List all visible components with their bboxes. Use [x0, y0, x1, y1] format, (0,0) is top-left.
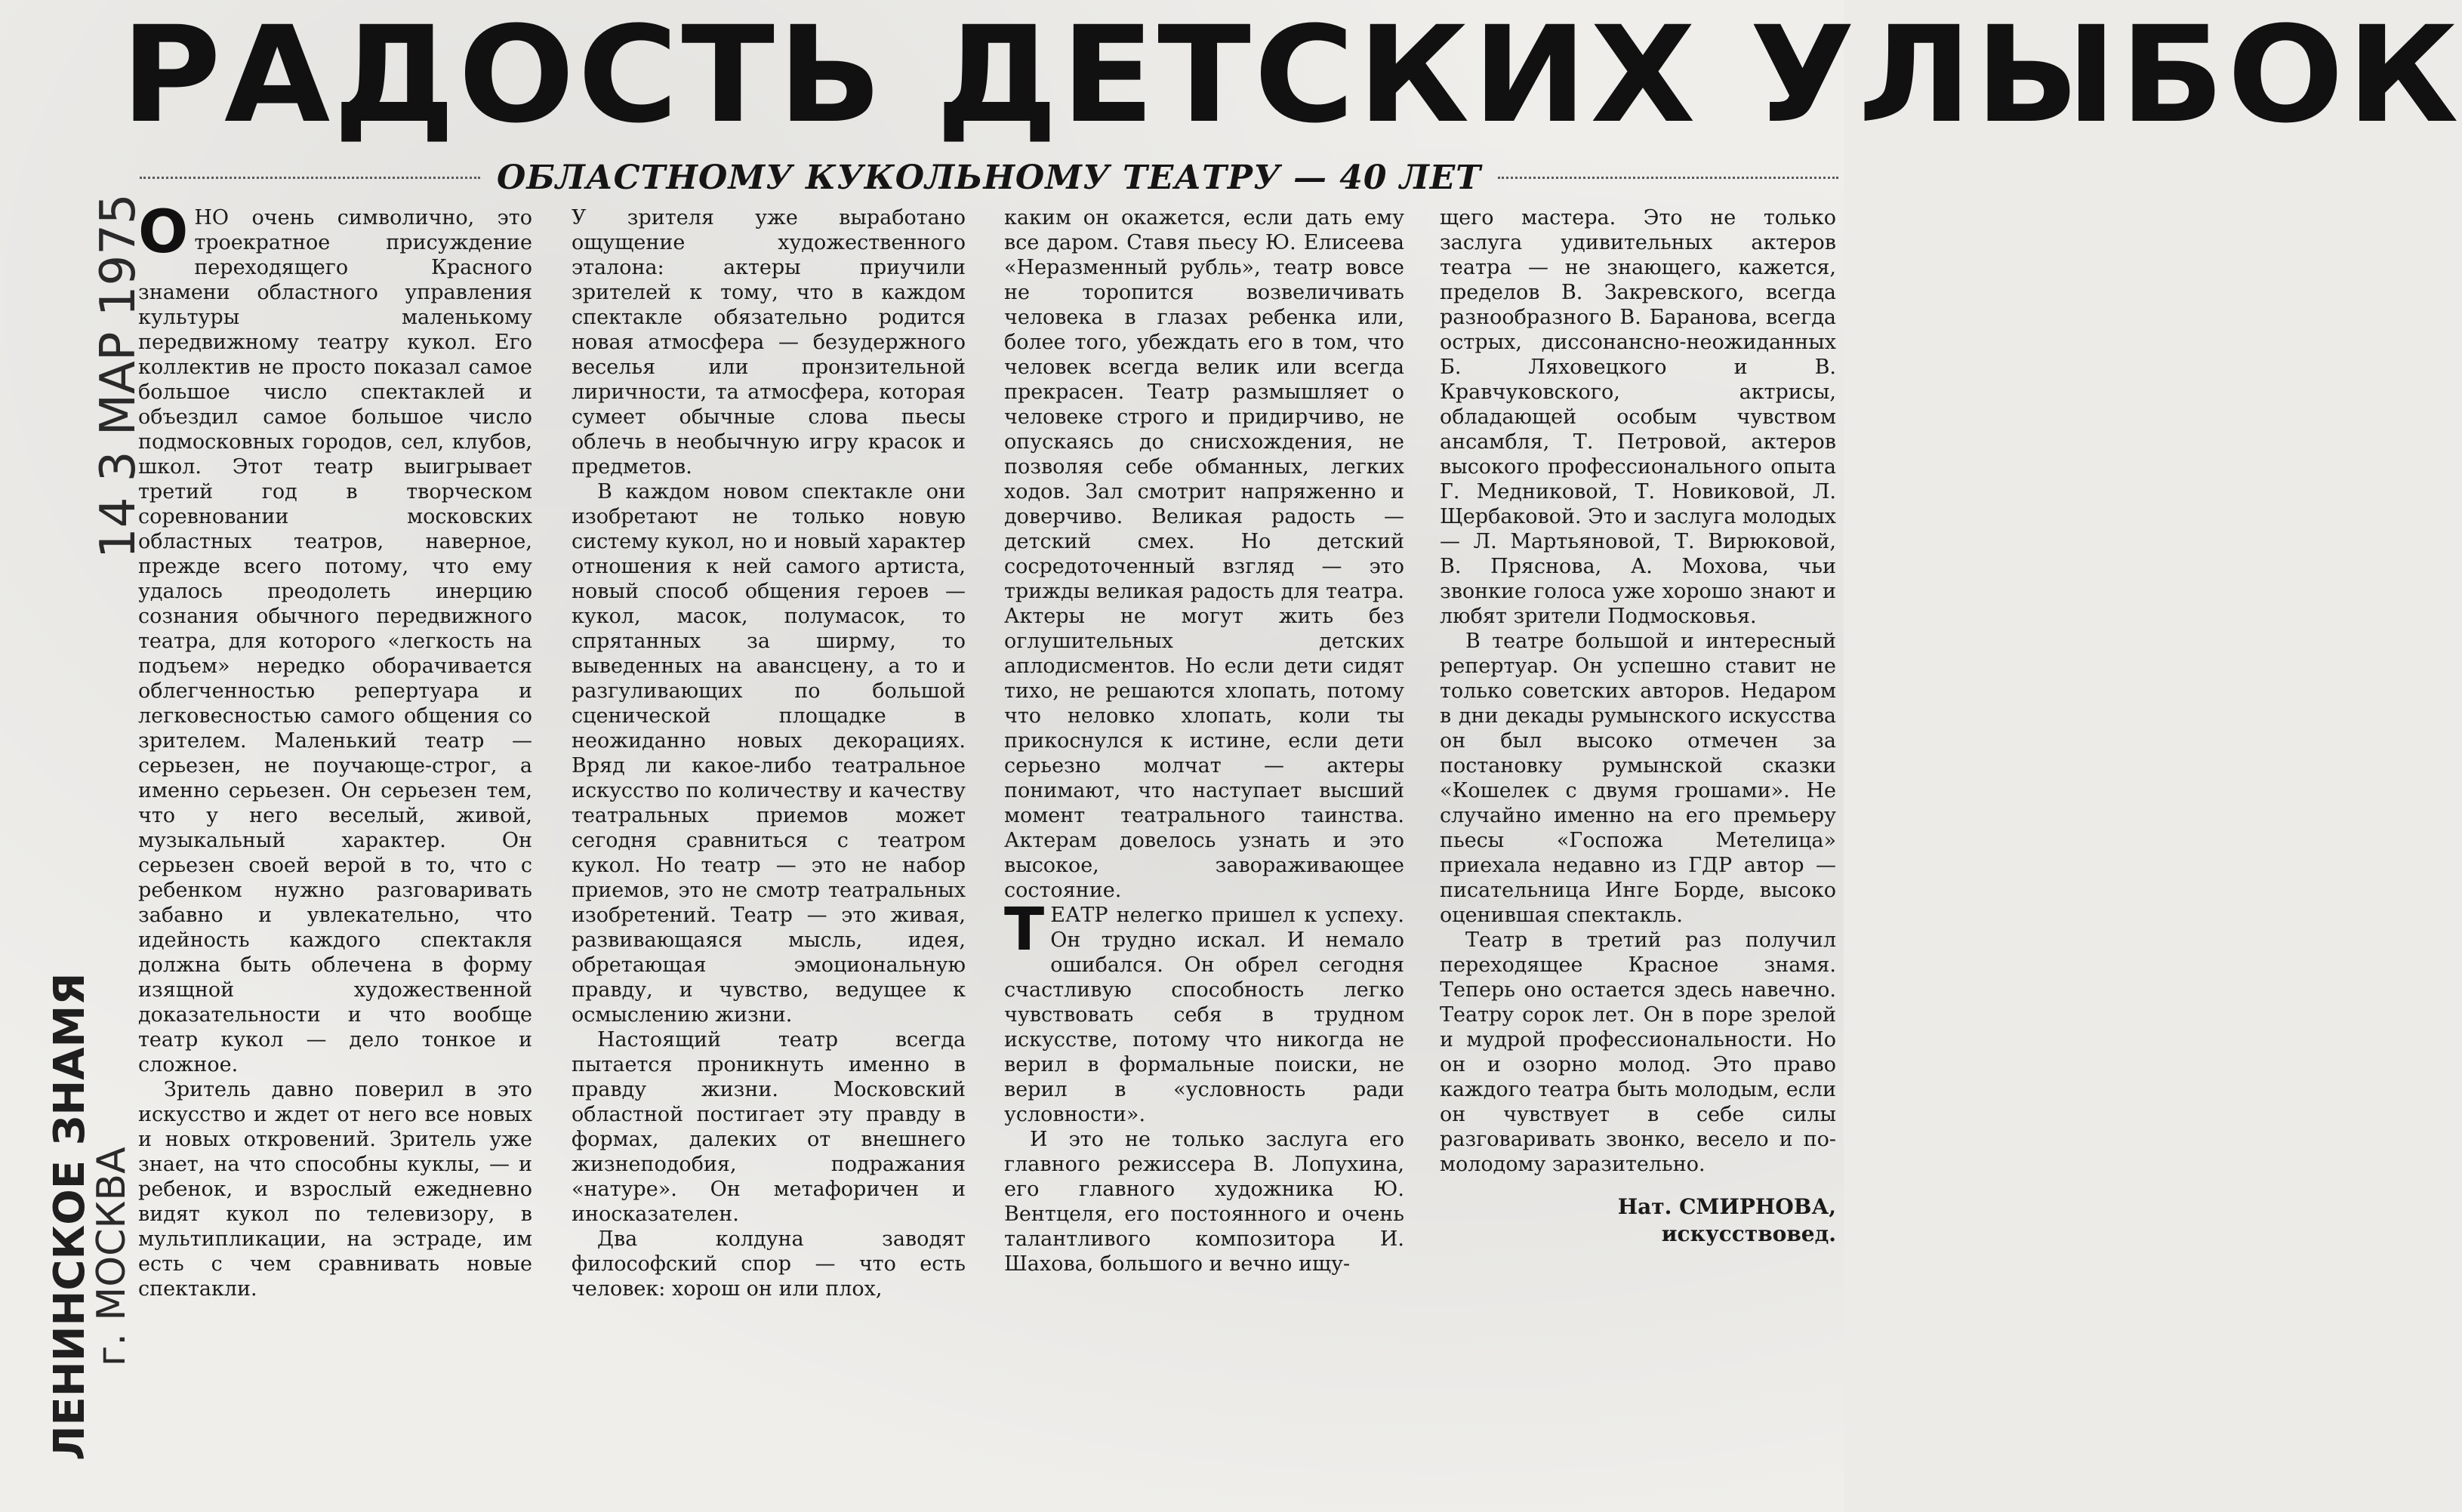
paragraph-text: ЕАТР нелегко пришел к успеху. Он трудно искал. И немало ошибался. Он обрел сегодня счастливую способность легко чувствовать себя в трудном искусстве, потому что никогда не верил в формальные поиски, не верил в «условность ради условности». — [1004, 904, 1404, 1126]
paragraph: В театре большой и интересный репертуар. Он успешно ставит не только советских авторов. Недаром в дни декады румынского искусства он был высоко отмечен за постановку румынской сказки «Кошелек с двумя грошами». Не случайно именно на его премьеру пьесы «Госпожа Метелица» приехала недавно из ГДР автор — писательница Инге Борде, высоко оценившая спектакль. — [1440, 630, 1836, 927]
paragraph — [1004, 896, 1404, 1127]
article-column-4 — [1440, 205, 1836, 1489]
article-column-2 — [572, 205, 966, 1489]
paragraph: В каждом новом спектакле они изобретают не только новую систему кукол, но и новый характер отношения к ней самого артиста, новый способ общения героев — кукол, масок, полумасок, то спрятанных за ширму, то выведенных на авансцену, а то и разгуливающих по большой сценической площадке в неожиданно новых декорациях. Вряд ли какое-либо театральное искусство по количеству и качеству театральных приемов может сегодня сравниться с театром кукол. Но театр — это не набор приемов, это не смотр театральных изобретений. Театр — это живая, развивающаяся мысль, идея, обретающая эмоциональную правду, и чувство, ведущее к осмыслению жизни. — [572, 480, 966, 1027]
paragraph: Театр в третий раз получил переходящее Красное знамя. Теперь оно остается здесь навечно. Театру сорок лет. Он в поре зрелой и мудрой профессиональности. Но он и озорно молод. Это право каждого театра быть молодым, если он чувствует в себе силы разговаривать звонко, весело и по-молодому заразительно. — [1440, 928, 1836, 1176]
author-title: искусствовед. — [1661, 1221, 1836, 1246]
paragraph: У зрителя уже выработано ощущение художественного эталона: актеры приучили зрителей к тому, что в каждом спектакле обязательно родится новая атмосфера — безудержного веселья или пронзительной лиричности, та атмосфера, которая сумеет обычные слова пьесы облечь в необычную игру красок и предметов. — [572, 206, 966, 479]
author-signature — [1440, 1193, 1836, 1248]
headline: РАДОСТЬ ДЕТСКИХ УЛЫБОК — [121, 0, 2462, 152]
paragraph: каким он окажется, если дать ему все даром. Ставя пьесу Ю. Елисеева «Неразменный рубль», театр вовсе не торопится возвеличивать человека в глазах ребенка или, более того, убеждать его в том, что человек всегда велик или всегда прекрасен. Театр размышляет о человеке строго и придирчиво, не опускаясь до снисхождения, не позволяя себе обманных, легких ходов. Зал смотрит напряженно и доверчиво. Великая радость — детский смех. Но детский сосредоточенный взгляд — это трижды великая радость для театра. Актеры не могут жить без оглушительных детских аплодисментов. Но если дети сидят тихо, не решаются хлопать, потому что неловко хлопать, коли ты прикоснулся к истине, если дети серьезно молчат — актеры понимают, что наступает высший момент театрального таинства. Актерам довелось узнать и это высокое, завораживающее состояние. — [1004, 206, 1404, 902]
paragraph: щего мастера. Это не только заслуга удивительных актеров театра — не знающего, кажется, пределов В. Закревского, всегда разнообразного В. Баранова, всегда острых, диссонансно-неожиданных Б. Ляховецкого и В. Кравчуковского, актрисы, обладающей особым чувством ансамбля, Т. Петровой, актеров высокого профессионального опыта Г. Медниковой, Т. Новиковой, Л. Щербаковой. Это и заслуга молодых — Л. Мартьяновой, Т. Вирюковой, В. Пряснова, А. Моховa, чьи звонкие голоса уже хорошо знают и любят зрители Подмосковья. — [1440, 206, 1836, 628]
subtitle-bar — [140, 151, 1838, 204]
subtitle-rule-right — [1498, 177, 1838, 179]
paragraph: Зритель давно поверил в это искусство и ждет от него все новых и новых откровений. Зритель уже знает, на что способны куклы, — и ребенок, и взрослый ежедневно видят кукол по телевизору, в мультипликации, на эстраде, им есть с чем сравнивать новые спектакли. — [138, 1078, 532, 1301]
article-column-1 — [138, 199, 532, 1489]
author-name: Нат. СМИРНОВА, — [1617, 1194, 1836, 1219]
paragraph-text: НО очень символично, это троекратное присуждение переходящего Красного знамени областного управления культуры маленькому передвижному театру кукол. Его коллектив не просто показал самое большое число спектаклей и объездил самое большое число подмосковных городов, сел, клубов, школ. Этот театр выигрывает третий год в творческом соревновании московских областных театров, наверное, прежде всего потому, что ему удалось преодолеть инерцию сознания обычного передвижного театра, для которого «легкость на подъем» нередко оборачивается облегченностью репертуара и легковесностью самого общения со зрителем. Маленький театр — серьезен, не поучающе-строг, а именно серьезен. Он серьезен тем, что у него веселый, живой, музыкальный характер. Он серьезен своей верой в то, что с ребенком нужно разговаривать забавно и увлекательно, что идейность каждого спектакля должна быть облечена в форму изящной художественной доказательности и что вообще театр кукол — дело тонкое и сложное. — [138, 206, 532, 1076]
paragraph: Настоящий театр всегда пытается проникнуть именно в правду жизни. Московский областной постигает эту правду в формах, далеких от внешнего жизнеподобия, подражания «натуре». Он метафоричен и иносказателен. — [572, 1028, 966, 1226]
paragraph: И это не только заслуга его главного режиссера В. Лопухина, его главного художника Ю. Вентцеля, его постоянного и очень талантливого композитора И. Шахова, большого и вечно ищу- — [1004, 1128, 1404, 1276]
drop-cap: О — [138, 199, 189, 266]
subtitle: ОБЛАСТНОМУ КУКОЛЬНОМУ ТЕАТРУ — 40 ЛЕТ — [496, 158, 1482, 197]
paragraph — [138, 199, 532, 1077]
paragraph: Два колдуна заводят философский спор — что есть человек: хорош он или плох, — [572, 1227, 966, 1301]
date-stamp: 14 3 МАР 1975 — [91, 193, 146, 559]
city-stamp: г. МОСКВА — [89, 1147, 134, 1366]
subtitle-rule-left — [140, 177, 480, 179]
source-stamp: ЛЕНИНСКОЕ ЗНАМЯ — [45, 972, 94, 1461]
drop-cap: Т — [1004, 896, 1045, 964]
article-column-3 — [1004, 205, 1404, 1489]
